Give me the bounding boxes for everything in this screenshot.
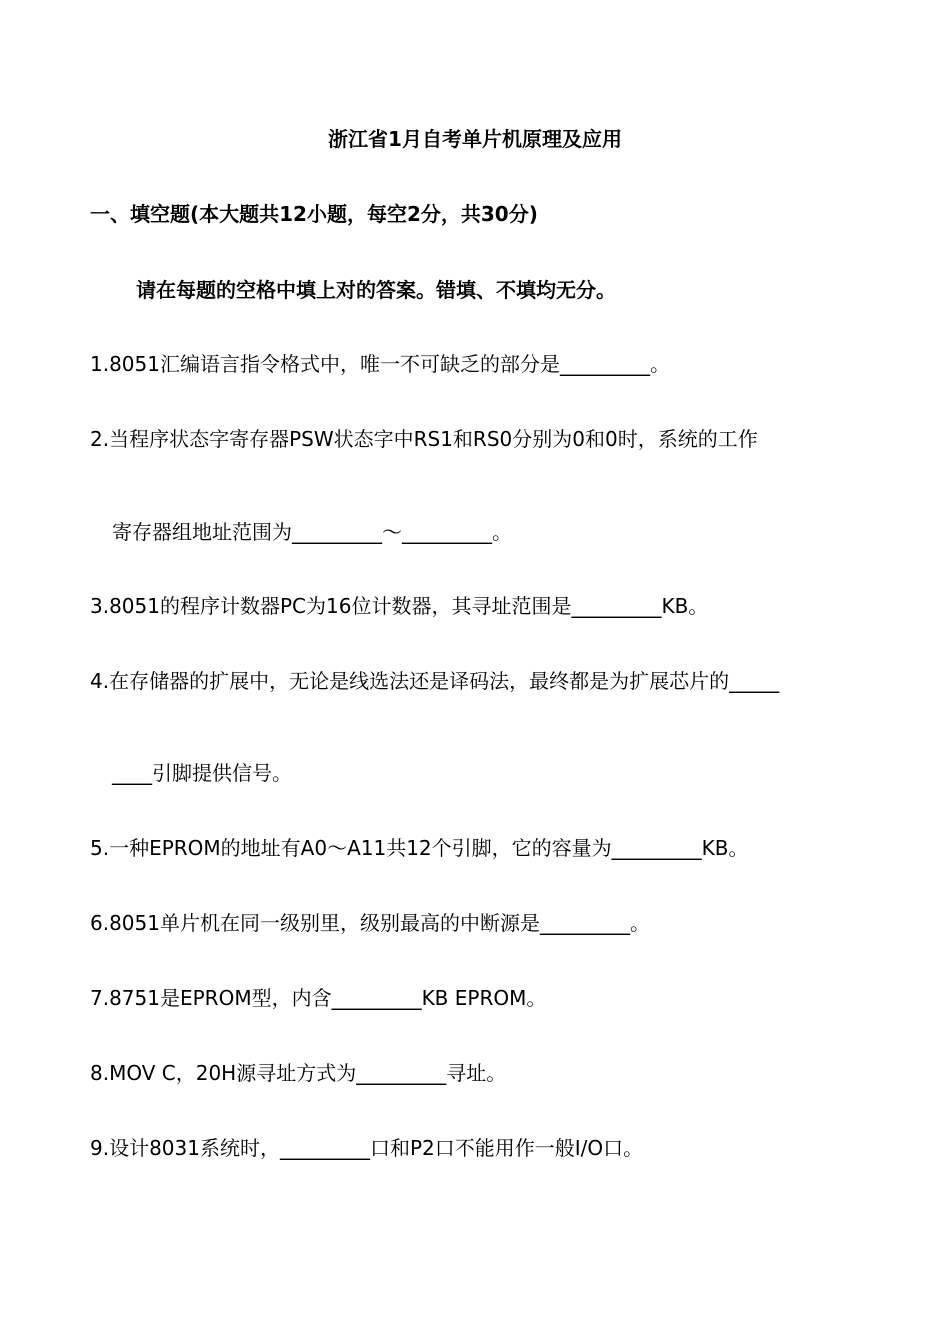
document-title: 浙江省1月自考单片机原理及应用 <box>328 127 622 151</box>
question-4: 4.在存储器的扩展中，无论是线选法还是译码法，最终都是为扩展芯片的_____ <box>90 669 780 693</box>
question-7: 7.8751是EPROM型，内含_________KB EPROM。 <box>90 986 547 1010</box>
question-1: 1.8051汇编语言指令格式中，唯一不可缺乏的部分是_________。 <box>90 352 670 376</box>
question-4-continuation: ____引脚提供信号。 <box>112 761 292 785</box>
instruction-text: 请在每题的空格中填上对的答案。错填、不填均无分。 <box>136 278 616 302</box>
question-2: 2.当程序状态字寄存器PSW状态字中RS1和RS0分别为0和0时，系统的工作 <box>90 427 758 451</box>
section-heading: 一、填空题(本大题共12小题，每空2分，共30分) <box>90 202 538 226</box>
question-3: 3.8051的程序计数器PC为16位计数器，其寻址范围是_________KB。 <box>90 594 709 618</box>
question-2-continuation: 寄存器组地址范围为_________～_________。 <box>112 520 512 544</box>
question-5: 5.一种EPROM的地址有A0～A11共12个引脚，它的容量为_________KB。 <box>90 836 749 860</box>
question-6: 6.8051单片机在同一级别里，级别最高的中断源是_________。 <box>90 911 650 935</box>
question-8: 8.MOV C，20H源寻址方式为_________寻址。 <box>90 1061 507 1085</box>
question-9: 9.设计8031系统时，_________口和P2口不能用作一般I/O口。 <box>90 1136 644 1160</box>
